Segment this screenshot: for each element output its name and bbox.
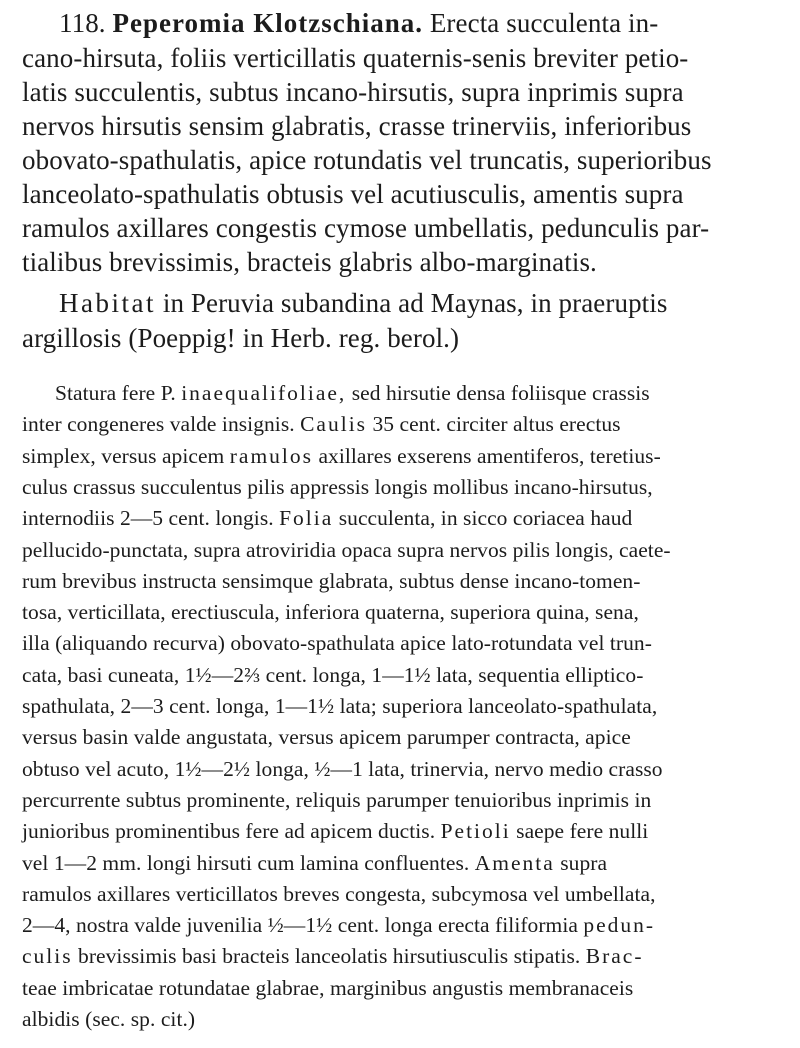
diagnosis-line: ramulos axillares congestis cymose umbellatis, pedunculis par- bbox=[22, 213, 710, 243]
observation-line bbox=[22, 443, 661, 468]
diagnosis-line: nervos hirsutis sensim glabratis, crasse trinerviis, inferioribus bbox=[22, 111, 692, 141]
observation-text: internodiis 2—5 cent. longis. bbox=[22, 506, 280, 531]
observation-line bbox=[22, 696, 657, 718]
observation-line bbox=[22, 881, 656, 906]
spaced-term: Caulis bbox=[300, 412, 368, 437]
observation-text: percurrente subtus prominente, reliquis parumper tenuioribus inprimis in bbox=[22, 787, 652, 812]
diagnosis-line: tialibus brevissimis, bracteis glabris albo-marginatis. bbox=[22, 247, 597, 277]
observation-line bbox=[22, 821, 648, 843]
species-name: Peperomia Klotzschiana. bbox=[112, 8, 423, 38]
diagnosis-line bbox=[59, 10, 776, 37]
observation-line bbox=[22, 915, 655, 937]
observation-text: albidis (sec. sp. cit.) bbox=[22, 1007, 196, 1031]
diagnosis-text: Erecta succulenta in- bbox=[429, 8, 659, 38]
habitat-label: Habitat bbox=[59, 288, 156, 318]
observation-text: rum brevibus instructa sensimque glabrata, subtus dense incano-tomen- bbox=[22, 568, 641, 593]
habitat-text: in Peruvia subandina ad Maynas, in praeruptis bbox=[162, 288, 668, 318]
observation-text: 35 cent. circiter altus erectus bbox=[367, 412, 621, 437]
observation-line bbox=[22, 568, 641, 593]
observation-line bbox=[22, 414, 621, 436]
observation-text: versus basin valde angustata, versus apicem parumper contracta, apice bbox=[22, 725, 631, 750]
observation-text: pellucido-punctata, supra atroviridia opaca supra nervos pilis longis, caete- bbox=[22, 537, 671, 562]
observation-line bbox=[22, 756, 663, 781]
observation-text: supra bbox=[554, 850, 608, 875]
observation-line bbox=[22, 946, 644, 968]
observation-line bbox=[22, 633, 652, 655]
observation-line bbox=[22, 1009, 195, 1031]
observation-text: teae imbricatae rotundatae glabrae, marginibus angustis membranaceis bbox=[22, 975, 634, 1000]
observation-line bbox=[22, 662, 644, 687]
diagnosis-line: latis succulentis, subtus incano-hirsutis, supra inprimis supra bbox=[22, 77, 684, 107]
observation-text: succulenta, in sicco coriacea haud bbox=[333, 506, 633, 531]
observation-text: cata, basi cuneata, 1½—2⅔ cent. longa, 1—1½ lata, sequentia elliptico- bbox=[22, 662, 644, 687]
observation-text: 2—4, nostra valde juvenilia ½—1½ cent. longa erecta filiformia bbox=[22, 913, 584, 938]
habitat-line bbox=[59, 290, 667, 317]
spaced-term: pedun- bbox=[583, 913, 656, 938]
observation-text: obtuso vel acuto, 1½—2½ longa, ½—1 lata, trinervia, nervo medio crasso bbox=[22, 756, 663, 781]
observation-text: ramulos axillares verticillatos breves congesta, subcymosa vel umbellata, bbox=[22, 881, 656, 906]
observation-text: brevissimis basi bracteis lanceolatis hirsutiusculis stipatis. bbox=[72, 944, 586, 969]
observation-text: saepe fere nulli bbox=[510, 819, 649, 844]
observation-text: vel 1—2 mm. longi hirsuti cum lamina confluentes. bbox=[22, 850, 475, 875]
observation-line bbox=[22, 537, 671, 562]
diagnosis-line: obovato-spathulatis, apice rotundatis vel truncatis, superioribus bbox=[22, 145, 712, 175]
observation-text: axillares exserens amentiferos, teretius- bbox=[313, 443, 661, 468]
observation-text: culus crassus succulentus pilis appressis longis mollibus incano-hirsutus, bbox=[22, 474, 653, 499]
observation-line bbox=[22, 850, 608, 875]
habitat-line: argillosis (Poeppig! in Herb. reg. berol.) bbox=[22, 323, 460, 353]
observation-text: Statura fere P. bbox=[55, 381, 182, 405]
observation-line bbox=[22, 975, 634, 1000]
observation-text: sed hirsutie densa foliisque crassis bbox=[346, 381, 650, 405]
spaced-term: Petioli bbox=[440, 819, 511, 844]
observation-text: simplex, versus apicem bbox=[22, 443, 230, 468]
diagnosis-line: cano-hirsuta, foliis verticillatis quaternis-senis breviter petio- bbox=[22, 43, 689, 73]
observation-line bbox=[22, 602, 639, 624]
spaced-term: ramulos bbox=[229, 443, 314, 468]
spaced-term: inaequalifoliae, bbox=[181, 381, 347, 405]
observation-text: illa (aliquando recurva) obovato-spathulata apice lato-rotundata vel trun- bbox=[22, 631, 652, 656]
observation-line bbox=[22, 474, 653, 499]
observation-text: tosa, verticillata, erectiuscula, inferiora quaterna, superiora quina, sena, bbox=[22, 600, 639, 625]
entry-number: 118. bbox=[59, 8, 106, 38]
spaced-term: Brac- bbox=[585, 944, 644, 969]
observation-text: spathulata, 2—3 cent. longa, 1—1½ lata; superiora lanceolato-spathulata, bbox=[22, 694, 658, 718]
observation-text: junioribus prominentibus fere ad apicem ductis. bbox=[22, 819, 441, 844]
observation-line bbox=[22, 727, 631, 749]
observation-text: inter congeneres valde insignis. bbox=[22, 412, 301, 437]
diagnosis-line: lanceolato-spathulatis obtusis vel acutiusculis, amentis supra bbox=[22, 179, 684, 209]
spaced-term: Amenta bbox=[474, 850, 555, 875]
observation-line bbox=[22, 508, 632, 530]
spaced-term: culis bbox=[22, 944, 73, 969]
observation-line bbox=[22, 787, 652, 812]
spaced-term: Folia bbox=[279, 506, 334, 531]
observation-line bbox=[55, 383, 650, 405]
